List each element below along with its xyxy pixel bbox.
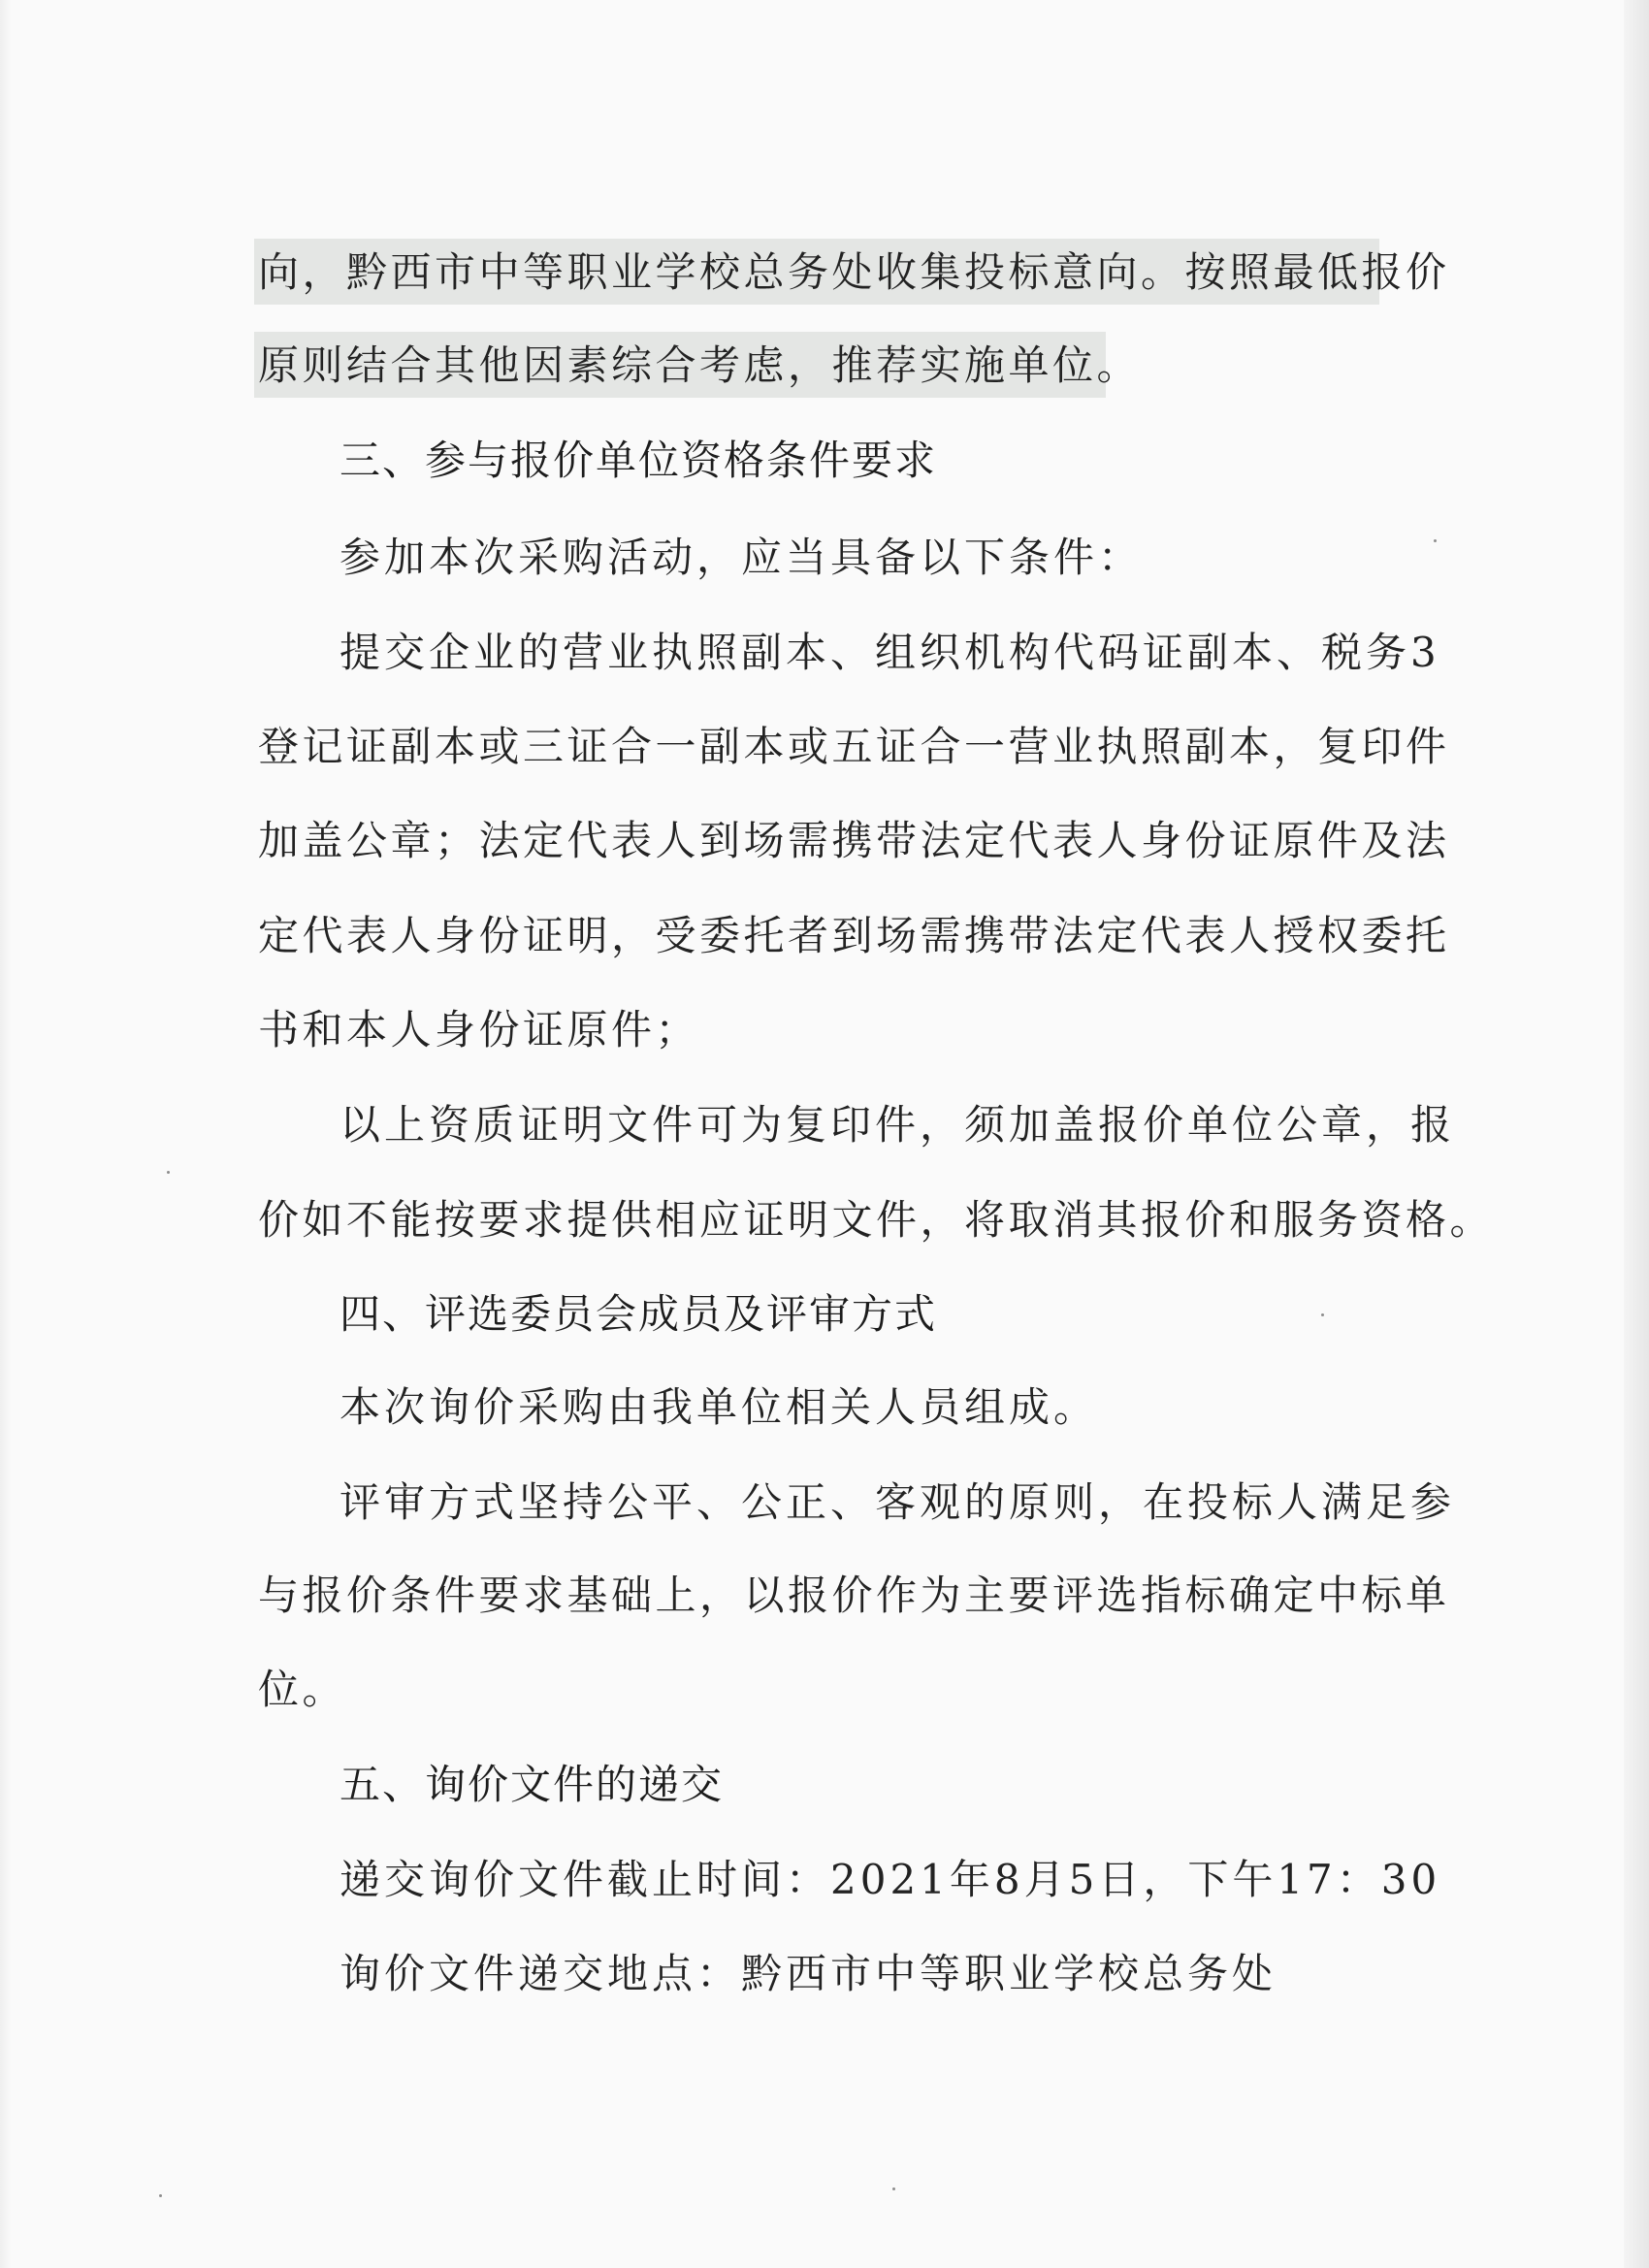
- section-heading-5: 五、询价文件的递交: [340, 1761, 725, 1808]
- paragraph-line: 位。: [258, 1666, 347, 1713]
- scan-speck: [1321, 1313, 1324, 1316]
- section-heading-3: 三、参与报价单位资格条件要求: [340, 437, 938, 484]
- scan-speck: [159, 2194, 162, 2197]
- paragraph-line: 询价文件递交地点：黔西市中等职业学校总务处: [340, 1950, 1277, 1997]
- paragraph-line: 价如不能按要求提供相应证明文件，将取消其报价和服务资格。: [258, 1196, 1495, 1244]
- paragraph-line: 以上资质证明文件可为复印件，须加盖报价单位公章，报: [340, 1101, 1456, 1149]
- paragraph-line: 本次询价采购由我单位相关人员组成。: [340, 1383, 1099, 1431]
- scan-left-edge: [0, 0, 12, 2268]
- paragraph-line: 递交询价文件截止时间：2021年8月5日，下午17：30: [340, 1856, 1441, 1903]
- scan-speck: [167, 1171, 170, 1174]
- section-heading-4: 四、评选委员会成员及评审方式: [340, 1290, 938, 1338]
- paragraph-line: 评审方式坚持公平、公正、客观的原则，在投标人满足参: [340, 1478, 1456, 1526]
- paragraph-line: 登记证副本或三证合一副本或五证合一营业执照副本，复印件: [258, 723, 1450, 770]
- paragraph-line: 原则结合其他因素综合考虑，推荐实施单位。: [258, 341, 1142, 389]
- paragraph-line: 提交企业的营业执照副本、组织机构代码证副本、税务3: [340, 629, 1440, 676]
- paragraph-line: 加盖公章；法定代表人到场需携带法定代表人身份证原件及法: [258, 817, 1450, 864]
- paragraph-line: 书和本人身份证原件；: [258, 1006, 700, 1053]
- paragraph-line: 参加本次采购活动，应当具备以下条件：: [340, 534, 1144, 581]
- paragraph-line: 定代表人身份证明，受委托者到场需携带法定代表人授权委托: [258, 912, 1450, 959]
- scan-right-edge: [1624, 0, 1649, 2268]
- scan-speck: [1434, 539, 1437, 542]
- scan-speck: [892, 2187, 895, 2190]
- paragraph-line: 与报价条件要求基础上，以报价作为主要评选指标确定中标单: [258, 1571, 1450, 1619]
- paragraph-line: 向，黔西市中等职业学校总务处收集投标意向。按照最低报价: [258, 248, 1450, 296]
